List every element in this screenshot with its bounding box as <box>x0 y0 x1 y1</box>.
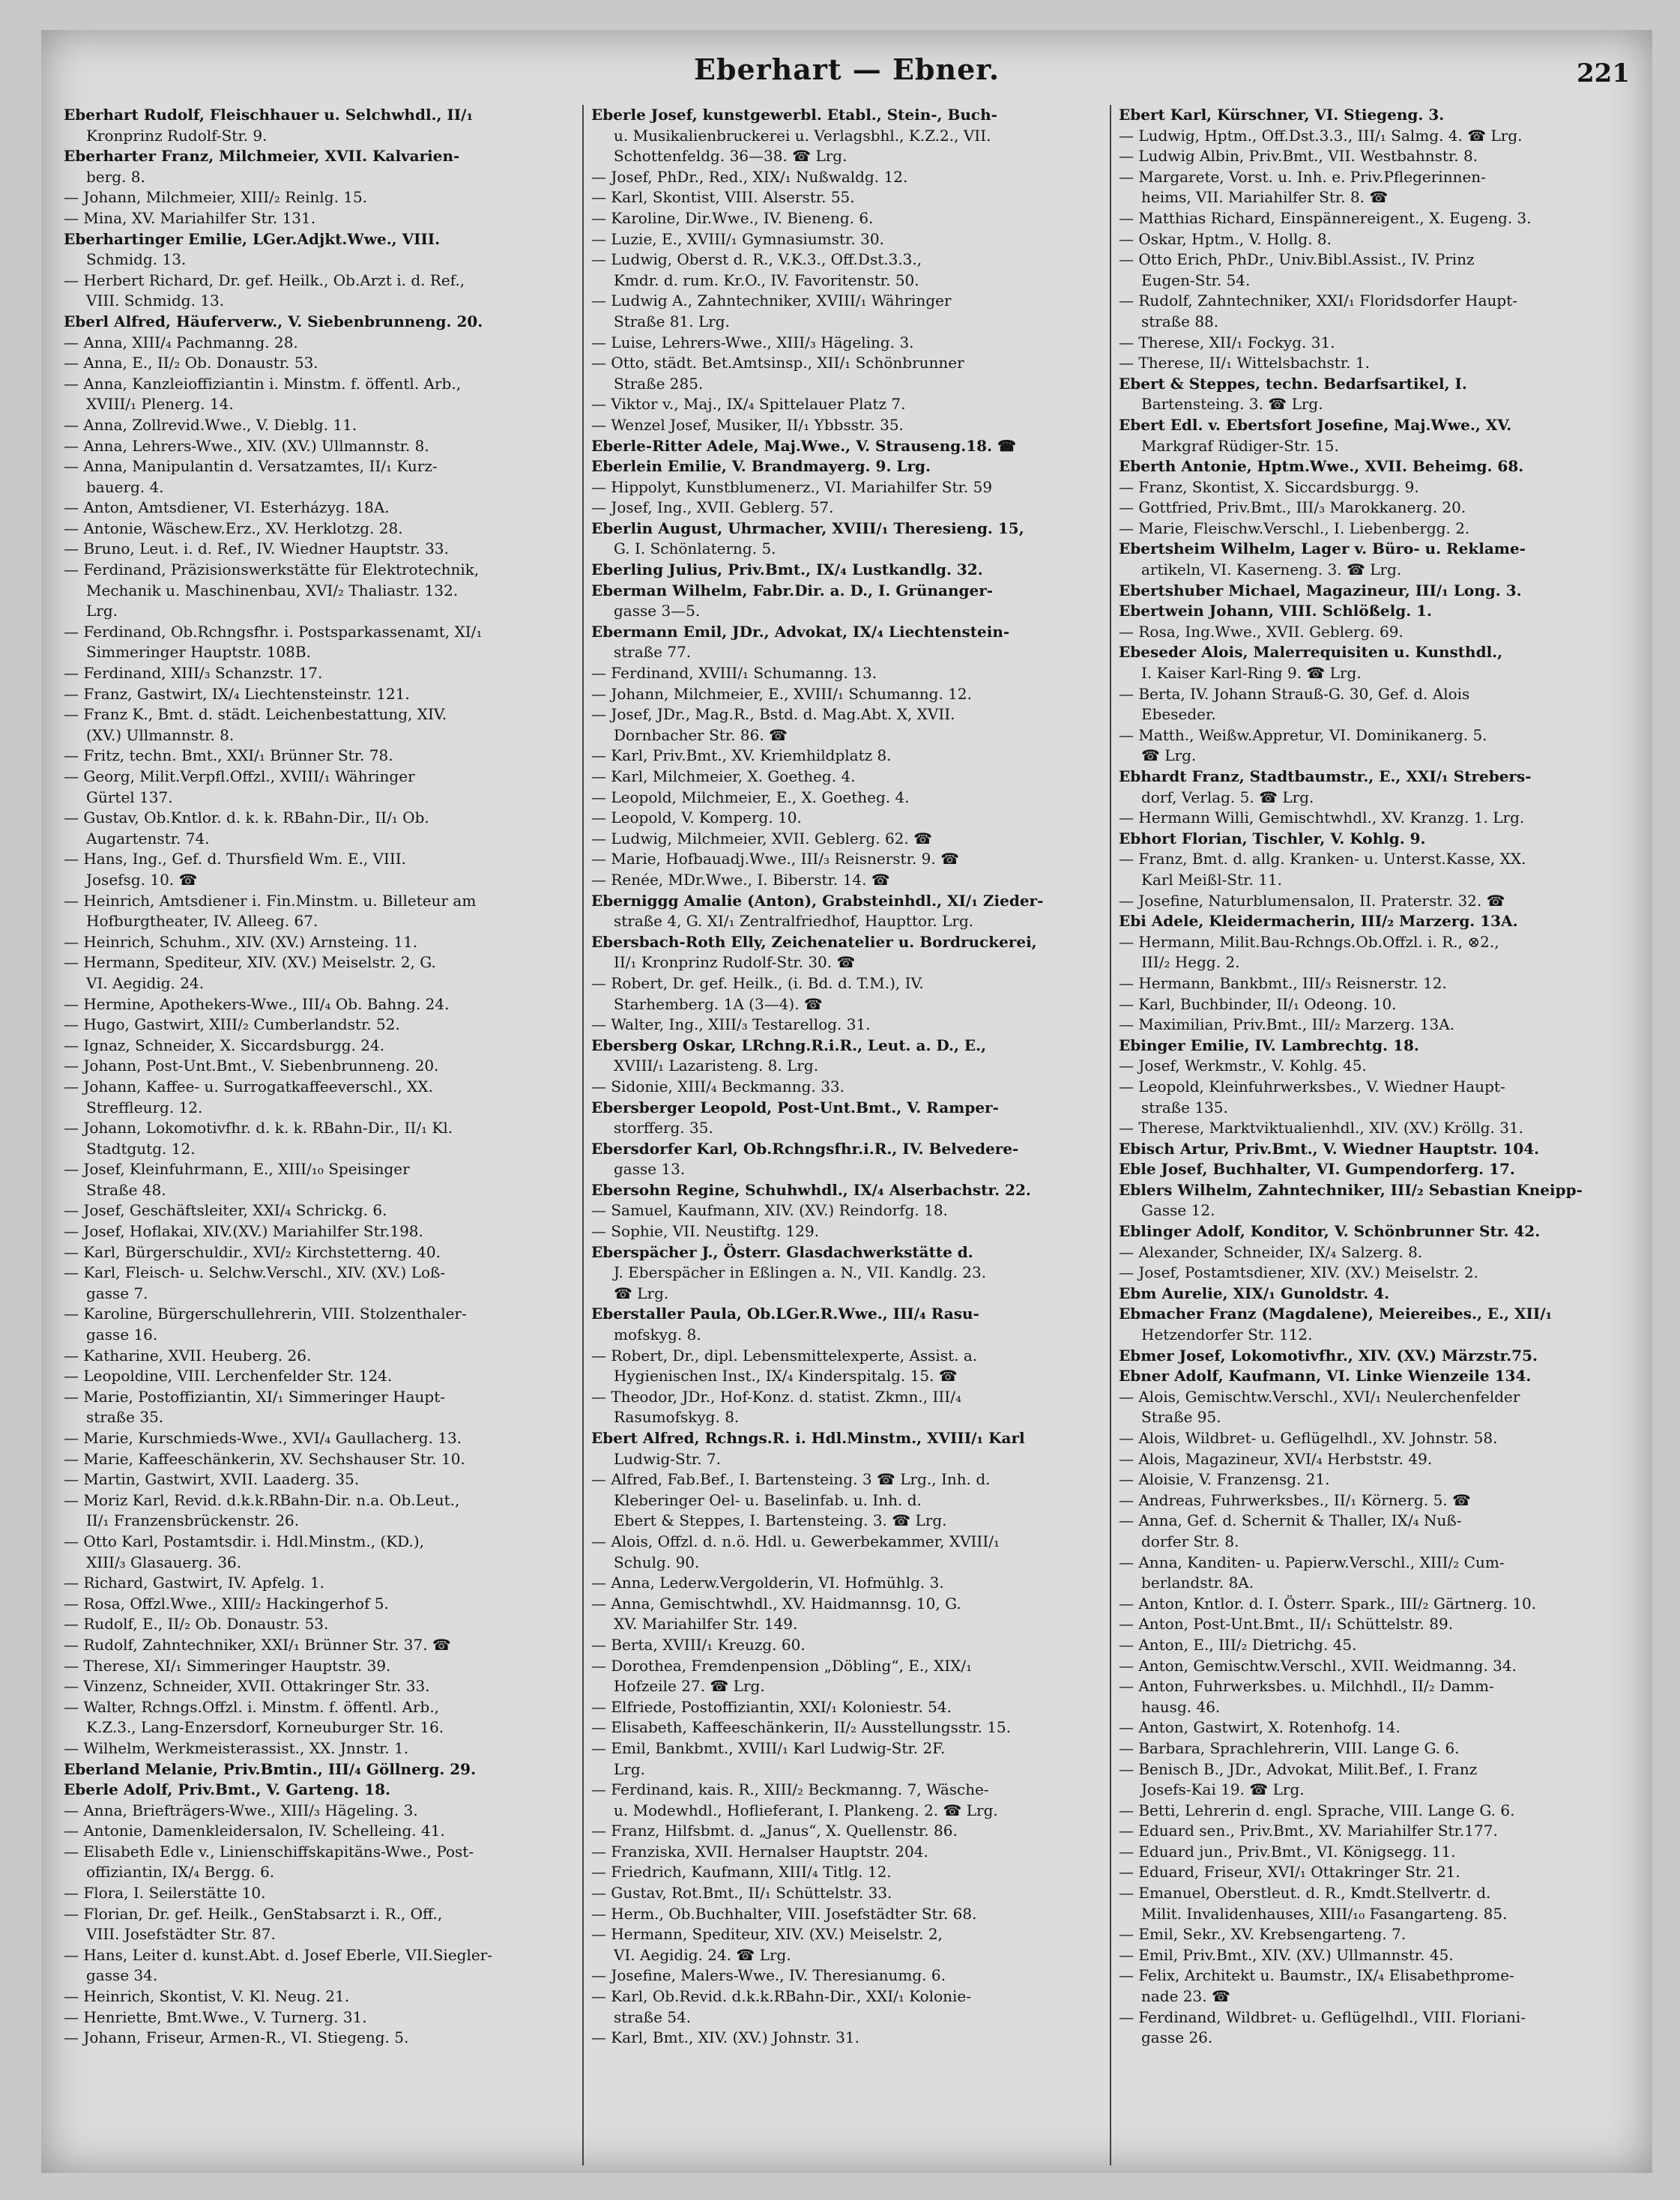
directory-entry: — Karl, Bmt., XIV. (XV.) Johnstr. 31. <box>591 2028 859 2047</box>
entry-list <box>1119 105 1630 2049</box>
directory-entry: Augartenstr. 74. <box>86 829 210 847</box>
directory-entry: — Josef, Geschäftsleiter, XXI/₄ Schrickg. 6. <box>64 1201 387 1220</box>
directory-entry: — Hans, Ing., Gef. d. Thursfield Wm. E., VIII. <box>64 850 407 868</box>
directory-entry: — Bruno, Leut. i. d. Ref., IV. Wiedner Hauptstr. 33. <box>64 540 449 558</box>
directory-entry: artikeln, VI. Kaserneng. 3. ☎ Lrg. <box>1141 560 1402 579</box>
directory-entry: — Martin, Gastwirt, XVII. Laaderg. 35. <box>64 1470 360 1489</box>
directory-entry: Ebert Edl. v. Ebertsfort Josefine, Maj.Wwe., XV. <box>1119 415 1512 434</box>
directory-entry: Eberstaller Paula, Ob.LGer.R.Wwe., III/₄ Rasu- <box>591 1305 979 1323</box>
directory-entry: Hofburgtheater, IV. Alleeg. 67. <box>86 912 318 931</box>
directory-entry: — Hermann, Spediteur, XIV. (XV.) Meiselstr. 2, G. <box>64 953 436 972</box>
directory-entry: — Rudolf, E., II/₂ Ob. Donaustr. 53. <box>64 1615 329 1634</box>
directory-entry: — Alois, Gemischtw.Verschl., XVI/₁ Neulerchenfelder <box>1119 1387 1520 1406</box>
directory-entry: Eugen-Str. 54. <box>1141 271 1251 289</box>
directory-entry: Eberle Adolf, Priv.Bmt., V. Garteng. 18. <box>64 1780 390 1799</box>
directory-entry: Ebisch Artur, Priv.Bmt., V. Wiedner Hauptstr. 104. <box>1119 1139 1540 1158</box>
directory-entry: Dornbacher Str. 86. ☎ <box>614 725 788 744</box>
directory-entry: hausg. 46. <box>1141 1697 1221 1716</box>
directory-entry: Hetzendorfer Str. 112. <box>1141 1326 1313 1344</box>
directory-entry: VIII. Schmidg. 13. <box>86 291 225 310</box>
directory-entry: — Anna, XIII/₄ Pachmanng. 28. <box>64 333 298 351</box>
directory-entry: — Karl, Ob.Revid. d.k.k.RBahn-Dir., XXI/₁ Kolonie- <box>591 1987 971 2006</box>
directory-entry: — Antonie, Wäschew.Erz., XV. Herklotzg. 28. <box>64 519 403 537</box>
directory-entry: Milit. Invalidenhauses, XIII/₁₀ Fasangarteng. 85. <box>1141 1904 1508 1923</box>
directory-entry: — Berta, XVIII/₁ Kreuzg. 60. <box>591 1635 806 1654</box>
directory-entry: VIII. Josefstädter Str. 87. <box>86 1925 276 1944</box>
directory-entry: gasse 26. <box>1141 2028 1213 2047</box>
directory-entry: — Elfriede, Postoffiziantin, XXI/₁ Koloniestr. 54. <box>591 1697 952 1716</box>
directory-entry: — Emil, Priv.Bmt., XIV. (XV.) Ullmannstr. 45. <box>1119 1945 1454 1964</box>
directory-entry: — Georg, Milit.Verpfl.Offzl., XVIII/₁ Währinger <box>64 767 415 785</box>
directory-entry: — Aloisie, V. Franzensg. 21. <box>1119 1470 1330 1489</box>
directory-entry: III/₂ Hegg. 2. <box>1141 953 1240 972</box>
directory-entry: — Anton, Kntlor. d. I. Österr. Spark., III/₂ Gärtnerg. 10. <box>1119 1594 1537 1613</box>
directory-entry: — Johann, Post-Unt.Bmt., V. Siebenbrunneng. 20. <box>64 1057 439 1075</box>
directory-entry: — Otto, städt. Bet.Amtsinsp., XII/₁ Schönbrunner <box>591 354 964 372</box>
directory-entry: — Josef, Kleinfuhrmann, E., XIII/₁₀ Speisinger <box>64 1160 410 1179</box>
directory-entry: u. Musikalienbruckerei u. Verlagsbhl., K.Z.2., VII. <box>614 126 991 145</box>
directory-entry: — Hans, Leiter d. kunst.Abt. d. Josef Eberle, VII.Siegler- <box>64 1945 493 1964</box>
directory-entry: Ebm Aurelie, XIX/₁ Gunoldstr. 4. <box>1119 1284 1390 1302</box>
directory-entry: nade 23. ☎ <box>1141 1987 1230 2006</box>
directory-entry: — Otto Karl, Postamtsdir. i. Hdl.Minstm., (KD.), <box>64 1532 425 1550</box>
directory-entry: — Moriz Karl, Revid. d.k.k.RBahn-Dir. n.a. Ob.Leut., <box>64 1490 460 1509</box>
directory-entry: — Sophie, VII. Neustiftg. 129. <box>591 1222 820 1241</box>
directory-entry: Kleberinger Oel- u. Baselinfab. u. Inh. d. <box>614 1490 922 1509</box>
directory-entry: Eblers Wilhelm, Zahntechniker, III/₂ Sebastian Kneipp- <box>1119 1180 1583 1199</box>
directory-entry: Eberhartinger Emilie, LGer.Adjkt.Wwe., VIII. <box>64 229 441 248</box>
directory-entry: — Richard, Gastwirt, IV. Apfelg. 1. <box>64 1574 324 1592</box>
entry-list <box>64 105 575 2049</box>
directory-entry: Karl Meißl-Str. 11. <box>1141 870 1283 889</box>
directory-entry: — Anna, Kanditen- u. Papierw.Verschl., XIII/₂ Cum- <box>1119 1553 1505 1571</box>
directory-entry: Ebersberg Oskar, LRchng.R.i.R., Leut. a. D., E., <box>591 1036 987 1054</box>
directory-entry: straße 135. <box>1141 1098 1228 1116</box>
directory-entry: Eberl Alfred, Häuferverw., V. Siebenbrunneng. 20. <box>64 312 483 330</box>
directory-entry: — Mina, XV. Mariahilfer Str. 131. <box>64 208 316 227</box>
directory-entry: ☎ Lrg. <box>614 1284 669 1302</box>
directory-entry: II/₁ Franzensbrückenstr. 26. <box>86 1511 300 1530</box>
directory-entry: Eberlin August, Uhrmacher, XVIII/₁ Theresieng. 15, <box>591 519 1024 537</box>
directory-entry: — Hermann, Bankbmt., III/₃ Reisnerstr. 12. <box>1119 973 1447 992</box>
directory-entry: — Hermine, Apothekers-Wwe., III/₄ Ob. Bahng. 24. <box>64 994 450 1013</box>
directory-entry: Bartensteing. 3. ☎ Lrg. <box>1141 395 1323 414</box>
directory-entry: — Katharine, XVII. Heuberg. 26. <box>64 1346 312 1365</box>
directory-entry: — Marie, Hofbauadj.Wwe., III/₃ Reisnerstr. 9. ☎ <box>591 850 960 868</box>
directory-entry: — Hermann Willi, Gemischtwhdl., XV. Kranzg. 1. Lrg. <box>1119 809 1525 827</box>
directory-entry: — Luzie, E., XVIII/₁ Gymnasiumstr. 30. <box>591 229 884 248</box>
directory-entry: — Otto Erich, PhDr., Univ.Bibl.Assist., IV. Prinz <box>1119 250 1475 269</box>
directory-entry: straße 77. <box>614 643 692 662</box>
directory-entry: G. I. Schönlaterng. 5. <box>614 540 776 558</box>
page-header <box>41 43 1652 96</box>
directory-entry: Schottenfeldg. 36—38. ☎ Lrg. <box>614 147 847 166</box>
directory-entry: — Viktor v., Maj., IX/₄ Spittelauer Platz 7. <box>591 395 906 414</box>
directory-entry: — Gottfried, Priv.Bmt., III/₃ Marokkanerg. 20. <box>1119 498 1466 517</box>
directory-entry: — Ludwig, Oberst d. R., V.K.3., Off.Dst.3.3., <box>591 250 922 269</box>
directory-entry: Schmidg. 13. <box>86 250 187 269</box>
directory-entry: — Anton, Fuhrwerksbes. u. Milchhdl., II/₂ Damm- <box>1119 1677 1494 1696</box>
directory-entry: gasse 13. <box>614 1160 686 1179</box>
directory-entry: gasse 3—5. <box>614 602 701 620</box>
directory-entry: — Karl, Buchbinder, II/₁ Odeong. 10. <box>1119 994 1397 1013</box>
directory-entry: — Hermann, Milit.Bau-Rchngs.Ob.Offzl. i. R., ⊗2., <box>1119 932 1499 951</box>
directory-entry: Ebert Alfred, Rchngs.R. i. Hdl.Minstm., XVIII/₁ Karl <box>591 1429 1025 1447</box>
directory-entry: — Anton, Amtsdiener, VI. Esterházyg. 18A. <box>64 498 390 517</box>
directory-entry: — Josef, PhDr., Red., XIX/₁ Nußwaldg. 12. <box>591 167 908 186</box>
directory-entry: Ebinger Emilie, IV. Lambrechtg. 18. <box>1119 1036 1419 1054</box>
directory-entry: Eberharter Franz, Milchmeier, XVII. Kalvarien- <box>64 147 460 166</box>
directory-entry: Eberman Wilhelm, Fabr.Dir. a. D., I. Grünanger- <box>591 581 994 599</box>
directory-entry: — Rudolf, Zahntechniker, XXI/₁ Floridsdorfer Haupt- <box>1119 291 1518 310</box>
directory-entry: ☎ Lrg. <box>1141 746 1197 765</box>
directory-entry: dorf, Verlag. 5. ☎ Lrg. <box>1141 788 1314 806</box>
directory-entry: u. Modewhdl., Hoflieferant, I. Plankeng. 2. ☎ Lrg. <box>614 1801 998 1819</box>
directory-entry: Straße 81. Lrg. <box>614 312 730 330</box>
directory-entry: — Marie, Kurschmieds-Wwe., XVI/₄ Gaullacherg. 13. <box>64 1429 462 1447</box>
directory-entry: Rasumofskyg. 8. <box>614 1408 740 1427</box>
directory-entry: — Karl, Bürgerschuldir., XVI/₂ Kirchstetterng. 40. <box>64 1242 441 1261</box>
directory-entry: — Karoline, Bürgerschullehrerin, VIII. Stolzenthaler- <box>64 1305 467 1323</box>
directory-entry: — Johann, Lokomotivfhr. d. k. k. RBahn-Dir., II/₁ Kl. <box>64 1119 453 1137</box>
directory-entry: — Theodor, JDr., Hof-Konz. d. statist. Zkmn., III/₄ <box>591 1387 961 1406</box>
directory-entry: — Therese, Marktviktualienhdl., XIV. (XV.) Kröllg. 31. <box>1119 1119 1524 1137</box>
directory-entry: — Marie, Fleischw.Verschl., I. Liebenbergg. 2. <box>1119 519 1470 537</box>
directory-entry: Ebert & Steppes, I. Bartensteing. 3. ☎ Lrg. <box>614 1511 947 1530</box>
directory-entry: — Therese, XII/₁ Fockyg. 31. <box>1119 333 1335 351</box>
directory-entry: — Ferdinand, Präzisionswerkstätte für Elektrotechnik, <box>64 560 480 579</box>
directory-entry: — Franz, Bmt. d. allg. Kranken- u. Unterst.Kasse, XX. <box>1119 850 1526 868</box>
directory-page <box>41 30 1652 2173</box>
directory-entry: — Sidonie, XIII/₄ Beckmanng. 33. <box>591 1077 845 1096</box>
directory-entry: Markgraf Rüdiger-Str. 15. <box>1141 436 1339 455</box>
directory-entry: gasse 34. <box>86 1966 158 1985</box>
directory-entry: Lrg. <box>86 602 118 620</box>
directory-entry: Eberland Melanie, Priv.Bmtin., III/₄ Göllnerg. 29. <box>64 1759 477 1778</box>
directory-entry: — Josef, Postamtsdiener, XIV. (XV.) Meiselstr. 2. <box>1119 1263 1478 1282</box>
directory-entry: Eberlein Emilie, V. Brandmayerg. 9. Lrg. <box>591 457 931 476</box>
directory-entry: Ebmacher Franz (Magdalene), Meiereibes., E., XII/₁ <box>1119 1305 1553 1323</box>
directory-entry: Eblinger Adolf, Konditor, V. Schönbrunner Str. 42. <box>1119 1222 1541 1241</box>
directory-entry: VI. Aegidig. 24. ☎ Lrg. <box>614 1945 791 1964</box>
directory-entry: — Walter, Rchngs.Offzl. i. Minstm. f. öffentl. Arb., <box>64 1697 440 1716</box>
directory-entry: — Leopold, Milchmeier, E., X. Goetheg. 4. <box>591 788 910 806</box>
directory-entry: Ebeseder. <box>1141 705 1216 724</box>
directory-entry: Eberling Julius, Priv.Bmt., IX/₄ Lustkandlg. 32. <box>591 560 983 579</box>
directory-entry: — Hippolyt, Kunstblumenerz., VI. Mariahilfer Str. 59 <box>591 477 993 496</box>
directory-entry: Gürtel 137. <box>86 788 173 806</box>
directory-entry: — Ferdinand, kais. R., XIII/₂ Beckmanng. 7, Wäsche- <box>591 1780 989 1799</box>
directory-entry: — Anna, Zollrevid.Wwe., V. Dieblg. 11. <box>64 415 357 434</box>
directory-entry: — Gustav, Rot.Bmt., II/₁ Schüttelstr. 33. <box>591 1884 892 1903</box>
directory-entry: — Andreas, Fuhrwerksbes., II/₁ Körnerg. 5. ☎ <box>1119 1490 1471 1509</box>
directory-entry: Ebmer Josef, Lokomotivfhr., XIV. (XV.) Märzstr.75. <box>1119 1346 1538 1365</box>
directory-entry: Ebert & Steppes, techn. Bedarfsartikel, I. <box>1119 374 1467 393</box>
directory-entry: — Renée, MDr.Wwe., I. Biberstr. 14. ☎ <box>591 870 890 889</box>
directory-entry: — Josef, JDr., Mag.R., Bstd. d. Mag.Abt. X, XVII. <box>591 705 955 724</box>
directory-entry: — Robert, Dr., dipl. Lebensmittelexperte, Assist. a. <box>591 1346 978 1365</box>
directory-entry: mofskyg. 8. <box>614 1326 701 1344</box>
directory-entry: — Ferdinand, XVIII/₁ Schumanng. 13. <box>591 664 877 683</box>
directory-entry: Ebermann Emil, JDr., Advokat, IX/₄ Liechtenstein- <box>591 622 1010 641</box>
directory-entry: — Karl, Fleisch- u. Selchw.Verschl., XIV. (XV.) Loß- <box>64 1263 446 1282</box>
directory-entry: Starhemberg. 1A (3—4). ☎ <box>614 994 823 1013</box>
directory-entry: Ebner Adolf, Kaufmann, VI. Linke Wienzeile 134. <box>1119 1367 1532 1385</box>
directory-entry: Ebi Adele, Kleidermacherin, III/₂ Marzerg. 13A. <box>1119 912 1518 931</box>
directory-entry: Eberspächer J., Österr. Glasdachwerkstätte d. <box>591 1242 973 1261</box>
directory-entry: — Benisch B., JDr., Advokat, Milit.Bef., I. Franz <box>1119 1759 1478 1778</box>
directory-entry: — Eduard jun., Priv.Bmt., VI. Königsegg. 11. <box>1119 1842 1456 1861</box>
directory-entry: Josefsg. 10. ☎ <box>86 870 198 889</box>
directory-entry: — Marie, Postoffiziantin, XI/₁ Simmeringer Haupt- <box>64 1387 446 1406</box>
column-1 <box>56 105 582 2166</box>
directory-entry: Eble Josef, Buchhalter, VI. Gumpendorferg. 17. <box>1119 1160 1515 1179</box>
directory-entry: — Herbert Richard, Dr. gef. Heilk., Ob.Arzt i. d. Ref., <box>64 271 465 289</box>
directory-entry: — Karoline, Dir.Wwe., IV. Bieneng. 6. <box>591 208 874 227</box>
directory-entry: Kronprinz Rudolf-Str. 9. <box>86 126 268 145</box>
directory-entry: Kmdr. d. rum. Kr.O., IV. Favoritenstr. 50. <box>614 271 919 289</box>
directory-entry: — Eduard, Friseur, XVI/₁ Ottakringer Str. 21. <box>1119 1863 1460 1882</box>
directory-entry: — Ludwig, Milchmeier, XVII. Geblerg. 62. ☎ <box>591 829 933 847</box>
directory-entry: — Emanuel, Oberstleut. d. R., Kmdt.Stellvertr. d. <box>1119 1884 1491 1903</box>
directory-entry: — Anna, Manipulantin d. Versatzamtes, II/₁ Kurz- <box>64 457 438 476</box>
directory-entry: — Ludwig Albin, Priv.Bmt., VII. Westbahnstr. 8. <box>1119 147 1478 166</box>
directory-entry: J. Eberspächer in Eßlingen a. N., VII. Kandlg. 23. <box>614 1263 987 1282</box>
directory-entry: straße 88. <box>1141 312 1219 330</box>
directory-entry: — Dorothea, Fremdenpension „Döbling“, E., XIX/₁ <box>591 1656 973 1675</box>
directory-entry: Eberth Antonie, Hptm.Wwe., XVII. Beheimg. 68. <box>1119 457 1524 476</box>
directory-entry: Straße 95. <box>1141 1408 1221 1427</box>
directory-entry: Ebert Karl, Kürschner, VI. Stiegeng. 3. <box>1119 106 1445 124</box>
directory-entry: — Fritz, techn. Bmt., XXI/₁ Brünner Str. 78. <box>64 746 393 765</box>
directory-entry: — Emil, Bankbmt., XVIII/₁ Karl Ludwig-Str. 2F. <box>591 1738 946 1757</box>
directory-entry: Ebeseder Alois, Malerrequisiten u. Kunsthdl., <box>1119 643 1503 662</box>
directory-entry: Ebersbach-Roth Elly, Zeichenatelier u. Bordruckerei, <box>591 932 1037 951</box>
directory-entry: — Friedrich, Kaufmann, XIII/₄ Titlg. 12. <box>591 1863 892 1882</box>
directory-entry: — Ludwig A., Zahntechniker, XVIII/₁ Währinger <box>591 291 952 310</box>
directory-entry: XVIII/₁ Lazaristeng. 8. Lrg. <box>614 1057 819 1075</box>
directory-entry: — Franz, Skontist, X. Siccardsburgg. 9. <box>1119 477 1419 496</box>
directory-entry: — Anna, Gemischtwhdl., XV. Haidmannsg. 10, G. <box>591 1594 961 1613</box>
directory-entry: — Emil, Sekr., XV. Krebsengarteng. 7. <box>1119 1925 1406 1944</box>
directory-entry: — Karl, Priv.Bmt., XV. Kriemhildplatz 8. <box>591 746 892 765</box>
directory-entry: — Ferdinand, Wildbret- u. Geflügelhdl., VIII. Floriani- <box>1119 2007 1526 2026</box>
directory-entry: — Ludwig, Hptm., Off.Dst.3.3., III/₁ Salmg. 4. ☎ Lrg. <box>1119 126 1523 145</box>
directory-entry: Simmeringer Hauptstr. 108B. <box>86 643 311 662</box>
directory-entry: — Matth., Weißw.Appretur, VI. Dominikanerg. 5. <box>1119 725 1487 744</box>
directory-entry: Hofzeile 27. ☎ Lrg. <box>614 1677 765 1696</box>
directory-entry: berlandstr. 8A. <box>1141 1574 1254 1592</box>
directory-entry: — Josef, Werkmstr., V. Kohlg. 45. <box>1119 1057 1367 1075</box>
directory-entry: — Josefine, Malers-Wwe., IV. Theresianumg. 6. <box>591 1966 946 1985</box>
directory-entry: storfferg. 35. <box>614 1119 713 1137</box>
directory-entry: Josefs-Kai 19. ☎ Lrg. <box>1141 1780 1305 1799</box>
column-3 <box>1110 105 1637 2166</box>
directory-entry: Straße 48. <box>86 1180 166 1199</box>
directory-entry: Ebertsheim Wilhelm, Lager v. Büro- u. Reklame- <box>1119 540 1526 558</box>
directory-entry: — Franziska, XVII. Hernalser Hauptstr. 204. <box>591 1842 928 1861</box>
directory-entry: — Franz, Gastwirt, IX/₄ Liechtensteinstr. 121. <box>64 684 410 703</box>
directory-entry: — Rudolf, Zahntechniker, XXI/₁ Brünner Str. 37. ☎ <box>64 1635 451 1654</box>
page-title: Eberhart — Ebner. <box>693 52 1000 86</box>
directory-columns <box>56 105 1637 2166</box>
directory-entry: — Heinrich, Amtsdiener i. Fin.Minstm. u. Billeteur am <box>64 891 477 910</box>
directory-entry: Lrg. <box>614 1759 646 1778</box>
directory-entry: — Gustav, Ob.Kntlor. d. k. k. RBahn-Dir., II/₁ Ob. <box>64 809 429 827</box>
directory-entry: — Alois, Offzl. d. n.ö. Hdl. u. Gewerbekammer, XVIII/₁ <box>591 1532 1000 1550</box>
directory-entry: — Walter, Ing., XIII/₃ Testarellog. 31. <box>591 1015 871 1034</box>
directory-entry: gasse 16. <box>86 1326 158 1344</box>
directory-entry: — Leopold, V. Komperg. 10. <box>591 809 802 827</box>
directory-entry: — Karl, Milchmeier, X. Goetheg. 4. <box>591 767 856 785</box>
directory-entry: Ebhardt Franz, Stadtbaumstr., E., XXI/₁ Strebers- <box>1119 767 1532 785</box>
directory-entry: — Johann, Kaffee- u. Surrogatkaffeeverschl., XX. <box>64 1077 433 1096</box>
directory-entry: — Herm., Ob.Buchhalter, VIII. Josefstädter Str. 68. <box>591 1904 977 1923</box>
directory-entry: — Johann, Milchmeier, XIII/₂ Reinlg. 15. <box>64 188 368 207</box>
directory-entry: — Anton, Gemischtw.Verschl., XVII. Weidmanng. 34. <box>1119 1656 1517 1675</box>
directory-entry: — Anna, Lederw.Vergolderin, VI. Hofmühlg. 3. <box>591 1574 944 1592</box>
directory-entry: — Maximilian, Priv.Bmt., III/₂ Marzerg. 13A. <box>1119 1015 1455 1034</box>
directory-entry: — Ferdinand, Ob.Rchngsfhr. i. Postsparkassenamt, XI/₁ <box>64 622 483 641</box>
directory-entry: — Felix, Architekt u. Baumstr., IX/₄ Elisabethprome- <box>1119 1966 1514 1985</box>
directory-entry: straße 4, G. XI/₁ Zentralfriedhof, Haupttor. Lrg. <box>614 912 974 931</box>
directory-entry: — Leopold, Kleinfuhrwerksbes., V. Wiedner Haupt- <box>1119 1077 1505 1096</box>
directory-entry: — Ferdinand, XIII/₃ Schanzstr. 17. <box>64 664 323 683</box>
entry-list <box>591 105 1102 2049</box>
directory-entry: Eberle-Ritter Adele, Maj.Wwe., V. Strauseng.18. ☎ <box>591 436 1016 455</box>
directory-entry: Schulg. 90. <box>614 1553 700 1571</box>
directory-entry: Eberhart Rudolf, Fleischhauer u. Selchwhdl., II/₁ <box>64 106 474 124</box>
directory-entry: — Josefine, Naturblumensalon, II. Praterstr. 32. ☎ <box>1119 891 1505 910</box>
directory-entry: Ebersdorfer Karl, Ob.Rchngsfhr.i.R., IV. Belvedere- <box>591 1139 1019 1158</box>
directory-entry: — Hermann, Spediteur, XIV. (XV.) Meiselstr. 2, <box>591 1925 943 1944</box>
directory-entry: — Barbara, Sprachlehrerin, VIII. Lange G. 6. <box>1119 1738 1460 1757</box>
directory-entry: — Berta, IV. Johann Strauß-G. 30, Gef. d. Alois <box>1119 684 1470 703</box>
directory-entry: Ebersohn Regine, Schuhwhdl., IX/₄ Alserbachstr. 22. <box>591 1180 1031 1199</box>
directory-entry: Stadtgutg. 12. <box>86 1139 196 1158</box>
directory-entry: gasse 7. <box>86 1284 148 1302</box>
directory-entry: — Franz K., Bmt. d. städt. Leichenbestattung, XIV. <box>64 705 447 724</box>
page-number: 221 <box>1577 58 1630 88</box>
directory-entry: — Henriette, Bmt.Wwe., V. Turnerg. 31. <box>64 2007 367 2026</box>
directory-entry: II/₁ Kronprinz Rudolf-Str. 30. ☎ <box>614 953 856 972</box>
directory-entry: straße 35. <box>86 1408 164 1427</box>
directory-entry: VI. Aegidig. 24. <box>86 973 205 992</box>
directory-entry: — Wilhelm, Werkmeisterassist., XX. Jnnstr. 1. <box>64 1738 409 1757</box>
directory-entry: — Anna, Briefträgers-Wwe., XIII/₃ Hägeling. 3. <box>64 1801 418 1819</box>
directory-entry: — Ignaz, Schneider, X. Siccardsburgg. 24. <box>64 1036 385 1054</box>
directory-entry: — Betti, Lehrerin d. engl. Sprache, VIII. Lange G. 6. <box>1119 1801 1515 1819</box>
directory-entry: — Elisabeth, Kaffeeschänkerin, II/₂ Ausstellungsstr. 15. <box>591 1718 1012 1737</box>
directory-entry: — Antonie, Damenkleidersalon, IV. Schelleing. 41. <box>64 1822 445 1840</box>
directory-entry: — Heinrich, Schuhm., XIV. (XV.) Arnsteing. 11. <box>64 932 418 951</box>
directory-entry: — Marie, Kaffeeschänkerin, XV. Sechshauser Str. 10. <box>64 1449 465 1468</box>
directory-entry: — Franz, Hilfsbmt. d. „Janus“, X. Quellenstr. 86. <box>591 1822 958 1840</box>
directory-entry: — Anna, Kanzleioffiziantin i. Minstm. f. öffentl. Arb., <box>64 374 462 393</box>
directory-entry: Straße 285. <box>614 374 704 393</box>
directory-entry: straße 54. <box>614 2007 692 2026</box>
directory-entry: XV. Mariahilfer Str. 149. <box>614 1615 798 1634</box>
directory-entry: — Vinzenz, Schneider, XVII. Ottakringer Str. 33. <box>64 1677 430 1696</box>
directory-entry: Ebertshuber Michael, Magazineur, III/₁ Long. 3. <box>1119 581 1522 599</box>
directory-entry: — Anna, Lehrers-Wwe., XIV. (XV.) Ullmannstr. 8. <box>64 436 429 455</box>
directory-entry: — Margarete, Vorst. u. Inh. e. Priv.Pflegerinnen- <box>1119 167 1486 186</box>
directory-entry: Streffleurg. 12. <box>86 1098 203 1116</box>
directory-entry: — Eduard sen., Priv.Bmt., XV. Mariahilfer Str.177. <box>1119 1822 1498 1840</box>
directory-entry: Eberniggg Amalie (Anton), Grabsteinhdl., XI/₁ Zieder- <box>591 891 1044 910</box>
directory-entry: Ebhort Florian, Tischler, V. Kohlg. 9. <box>1119 829 1426 847</box>
directory-entry: — Luise, Lehrers-Wwe., XIII/₃ Hägeling. 3. <box>591 333 914 351</box>
directory-entry: — Anton, E., III/₂ Dietrichg. 45. <box>1119 1635 1357 1654</box>
directory-entry: — Florian, Dr. gef. Heilk., GenStabsarzt i. R., Off., <box>64 1904 443 1923</box>
directory-entry: — Oskar, Hptm., V. Hollg. 8. <box>1119 229 1332 248</box>
directory-entry: K.Z.3., Lang-Enzersdorf, Korneuburger Str. 16. <box>86 1718 444 1737</box>
column-2 <box>582 105 1110 2166</box>
directory-entry: — Johann, Milchmeier, E., XVIII/₁ Schumanng. 12. <box>591 684 972 703</box>
directory-entry: — Josef, Hoflakai, XIV.(XV.) Mariahilfer Str.198. <box>64 1222 423 1241</box>
directory-entry: Hygienischen Inst., IX/₄ Kinderspitalg. 15. ☎ <box>614 1367 958 1385</box>
directory-entry: Mechanik u. Maschinenbau, XVI/₂ Thaliastr. 132. <box>86 581 459 599</box>
directory-entry: — Anna, Gef. d. Schernit & Thaller, IX/₄ Nuß- <box>1119 1511 1462 1530</box>
directory-entry: — Johann, Friseur, Armen-R., VI. Stiegeng. 5. <box>64 2028 409 2047</box>
directory-entry: I. Kaiser Karl-Ring 9. ☎ Lrg. <box>1141 664 1362 683</box>
directory-entry: — Hugo, Gastwirt, XIII/₂ Cumberlandstr. 52. <box>64 1015 400 1034</box>
directory-entry: — Wenzel Josef, Musiker, II/₁ Ybbsstr. 35. <box>591 415 904 434</box>
directory-entry: — Matthias Richard, Einspännereigent., X. Eugeng. 3. <box>1119 208 1532 227</box>
directory-entry: — Alexander, Schneider, IX/₄ Salzerg. 8. <box>1119 1242 1423 1261</box>
directory-entry: — Alois, Magazineur, XVI/₄ Herbststr. 49. <box>1119 1449 1433 1468</box>
directory-entry: — Samuel, Kaufmann, XIV. (XV.) Reindorfg. 18. <box>591 1201 948 1220</box>
directory-entry: Eberle Josef, kunstgewerbl. Etabl., Stein-, Buch- <box>591 106 997 124</box>
directory-entry: dorfer Str. 8. <box>1141 1532 1239 1550</box>
directory-entry: Ebertwein Johann, VIII. Schlößelg. 1. <box>1119 602 1432 620</box>
directory-entry: — Rosa, Ing.Wwe., XVII. Geblerg. 69. <box>1119 622 1403 641</box>
directory-entry: — Anton, Gastwirt, X. Rotenhofg. 14. <box>1119 1718 1400 1737</box>
directory-entry: XIII/₃ Glasauerg. 36. <box>86 1553 242 1571</box>
directory-entry: — Rosa, Offzl.Wwe., XIII/₂ Hackingerhof 5. <box>64 1594 389 1613</box>
directory-entry: offiziantin, IX/₄ Bergg. 6. <box>86 1863 275 1882</box>
directory-entry: — Elisabeth Edle v., Linienschiffskapitäns-Wwe., Post- <box>64 1842 474 1861</box>
directory-entry: heims, VII. Mariahilfer Str. 8. ☎ <box>1141 188 1389 207</box>
directory-entry: — Robert, Dr. gef. Heilk., (i. Bd. d. T.M.), IV. <box>591 973 924 992</box>
directory-entry: — Josef, Ing., XVII. Geblerg. 57. <box>591 498 834 517</box>
directory-entry: — Therese, XI/₁ Simmeringer Hauptstr. 39. <box>64 1656 391 1675</box>
directory-entry: berg. 8. <box>86 167 145 186</box>
directory-entry: — Alois, Wildbret- u. Geflügelhdl., XV. Johnstr. 58. <box>1119 1429 1498 1447</box>
directory-entry: — Anton, Post-Unt.Bmt., II/₁ Schüttelstr. 89. <box>1119 1615 1454 1634</box>
directory-entry: XVIII/₁ Plenerg. 14. <box>86 395 234 414</box>
directory-entry: Ebersberger Leopold, Post-Unt.Bmt., V. Ramper- <box>591 1098 999 1116</box>
directory-entry: — Karl, Skontist, VIII. Alserstr. 55. <box>591 188 855 207</box>
directory-entry: bauerg. 4. <box>86 477 164 496</box>
directory-entry: Ludwig-Str. 7. <box>614 1449 721 1468</box>
directory-entry: — Anna, E., II/₂ Ob. Donaustr. 53. <box>64 354 318 372</box>
directory-entry: — Heinrich, Skontist, V. Kl. Neug. 21. <box>64 1987 350 2006</box>
directory-entry: — Leopoldine, VIII. Lerchenfelder Str. 124. <box>64 1367 393 1385</box>
directory-entry: — Flora, I. Seilerstätte 10. <box>64 1884 266 1903</box>
directory-entry: (XV.) Ullmannstr. 8. <box>86 725 235 744</box>
directory-entry: Gasse 12. <box>1141 1201 1215 1220</box>
directory-entry: — Alfred, Fab.Bef., I. Bartensteing. 3 ☎ Lrg., Inh. d. <box>591 1470 991 1489</box>
directory-entry: — Therese, II/₁ Wittelsbachstr. 1. <box>1119 354 1370 372</box>
